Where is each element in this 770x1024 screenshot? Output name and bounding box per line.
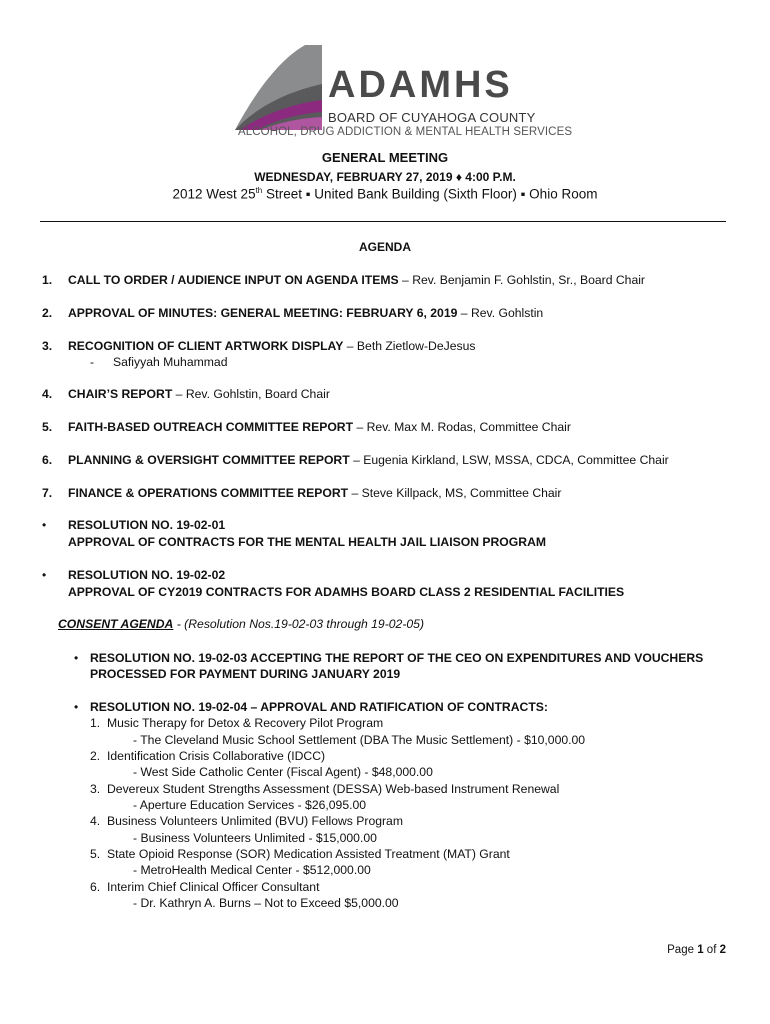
meeting-address xyxy=(0,186,770,202)
item-title: FINANCE & OPERATIONS COMMITTEE REPORT xyxy=(68,486,349,500)
item-text xyxy=(68,339,475,354)
item-presenter: – Rev. Gohlstin, Board Chair xyxy=(172,387,330,401)
consent-note: - (Resolution Nos.19-02-03 through 19-02-05) xyxy=(173,617,425,631)
contract-name: Business Volunteers Unlimited (BVU) Fellows Program xyxy=(107,814,403,828)
contract-detail: - MetroHealth Medical Center - $512,000.00 xyxy=(133,863,371,877)
page-current: 1 xyxy=(697,944,704,956)
item-presenter: – Steve Killpack, MS, Committee Chair xyxy=(348,486,562,500)
resolution-number: RESOLUTION NO. 19-02-01 xyxy=(68,518,226,532)
contract-number: 2. xyxy=(90,749,101,763)
contract-detail: - Aperture Education Services - $26,095.00 xyxy=(133,798,367,812)
item-number: 2. xyxy=(42,306,53,320)
meeting-date: WEDNESDAY, FEBRUARY 27, 2019 ♦ 4:00 P.M. xyxy=(254,170,516,184)
item-text xyxy=(68,486,561,501)
agenda-heading: AGENDA xyxy=(358,240,411,254)
item-title: FAITH-BASED OUTREACH COMMITTEE REPORT xyxy=(68,420,354,434)
adamhs-logo xyxy=(230,42,573,142)
item-title: CHAIR’S REPORT xyxy=(68,387,173,401)
consent-title: CONSENT AGENDA xyxy=(58,617,174,631)
page-word: Page xyxy=(667,944,698,956)
contract-name: Music Therapy for Detox & Recovery Pilot Program xyxy=(107,716,384,730)
logo-swoosh-icon xyxy=(230,42,340,132)
page-total: 2 xyxy=(719,944,726,956)
meeting-title: GENERAL MEETING xyxy=(321,150,449,165)
consent-agenda-heading xyxy=(58,617,424,632)
address-sup: th xyxy=(255,186,263,195)
item-text xyxy=(68,273,645,288)
page-number xyxy=(667,944,726,956)
item-title: RECOGNITION OF CLIENT ARTWORK DISPLAY xyxy=(68,339,344,353)
item-number: 3. xyxy=(42,339,53,353)
item-presenter: – Rev. Max M. Rodas, Committee Chair xyxy=(353,420,571,434)
contract-number: 4. xyxy=(90,814,101,828)
contract-number: 1. xyxy=(90,716,101,730)
item-title: CALL TO ORDER / AUDIENCE INPUT ON AGENDA ITEMS xyxy=(68,273,399,287)
item-presenter: – Beth Zietlow-DeJesus xyxy=(343,339,476,353)
item-sub-dash: - xyxy=(90,355,95,369)
address-pre: 2012 West 25 xyxy=(172,186,256,202)
contract-name: Interim Chief Clinical Officer Consultant xyxy=(107,880,320,894)
resolution-title: APPROVAL OF CONTRACTS FOR THE MENTAL HEALTH JAIL LIAISON PROGRAM xyxy=(68,535,547,549)
page-of: of xyxy=(703,944,720,956)
contract-number: 3. xyxy=(90,782,101,796)
resolution-title: APPROVAL OF CY2019 CONTRACTS FOR ADAMHS BOARD CLASS 2 RESIDENTIAL FACILITIES xyxy=(68,585,625,599)
item-text xyxy=(68,387,330,402)
item-number: 6. xyxy=(42,453,53,467)
logo-board: BOARD OF CUYAHOGA COUNTY xyxy=(328,110,536,125)
bullet-icon: • xyxy=(74,700,79,714)
contract-name: Devereux Student Strengths Assessment (DESSA) Web-based Instrument Renewal xyxy=(107,782,560,796)
item-number: 5. xyxy=(42,420,53,434)
logo-name: ADAMHS xyxy=(328,64,513,106)
contract-number: 6. xyxy=(90,880,101,894)
contract-name: Identification Crisis Collaborative (IDCC) xyxy=(107,749,326,763)
item-presenter: – Eugenia Kirkland, LSW, MSSA, CDCA, Committee Chair xyxy=(349,453,669,467)
item-number: 1. xyxy=(42,273,53,287)
contract-detail: - The Cleveland Music School Settlement (DBA The Music Settlement) - $10,000.00 xyxy=(133,733,586,747)
item-sub: Safiyyah Muhammad xyxy=(113,355,228,369)
resolution-title-cont: PROCESSED FOR PAYMENT DURING JANUARY 2019 xyxy=(90,667,401,681)
contract-number: 5. xyxy=(90,847,101,861)
item-title: APPROVAL OF MINUTES: GENERAL MEETING: FEBRUARY 6, 2019 xyxy=(68,306,458,320)
contract-detail: - Dr. Kathryn A. Burns – Not to Exceed $5,000.00 xyxy=(133,896,399,910)
resolution-title: RESOLUTION NO. 19-02-03 ACCEPTING THE REPORT OF THE CEO ON EXPENDITURES AND VOUCHERS xyxy=(90,651,704,665)
contract-detail: - West Side Catholic Center (Fiscal Agent) - $48,000.00 xyxy=(133,765,433,779)
header-divider xyxy=(40,221,726,222)
bullet-icon: • xyxy=(74,651,79,665)
item-presenter: – Rev. Benjamin F. Gohlstin, Sr., Board Chair xyxy=(398,273,645,287)
bullet-icon: • xyxy=(42,518,47,532)
logo-tagline: ALCOHOL, DRUG ADDICTION & MENTAL HEALTH SERVICES xyxy=(238,126,573,138)
item-title: PLANNING & OVERSIGHT COMMITTEE REPORT xyxy=(68,453,350,467)
item-presenter: – Rev. Gohlstin xyxy=(457,306,544,320)
resolution-title: RESOLUTION NO. 19-02-04 – APPROVAL AND RATIFICATION OF CONTRACTS: xyxy=(90,700,548,714)
bullet-icon: • xyxy=(42,568,47,582)
item-text xyxy=(68,420,571,435)
item-text xyxy=(68,306,543,321)
address-post: Street ▪ United Bank Building (Sixth Floor) ▪ Ohio Room xyxy=(262,186,598,202)
item-text xyxy=(68,453,669,468)
resolution-number: RESOLUTION NO. 19-02-02 xyxy=(68,568,226,582)
contract-name: State Opioid Response (SOR) Medication Assisted Treatment (MAT) Grant xyxy=(107,847,510,861)
item-number: 7. xyxy=(42,486,53,500)
item-number: 4. xyxy=(42,387,53,401)
contract-detail: - Business Volunteers Unlimited - $15,000.00 xyxy=(133,831,377,845)
